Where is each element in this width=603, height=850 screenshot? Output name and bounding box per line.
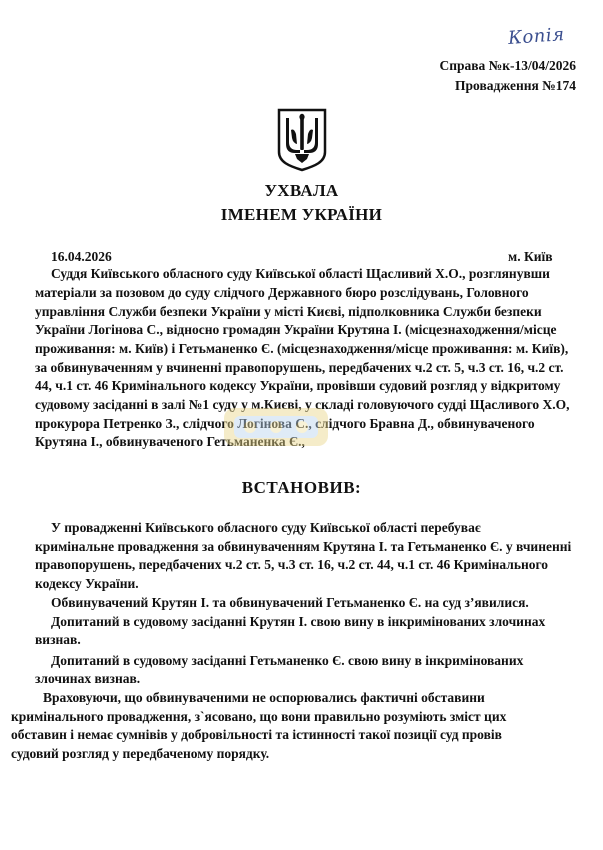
intro-line: Крутяна І., обвинуваченого Гетьманенка Є., [35,434,305,449]
intro-line: України Логінова С., відносно громадян України Крутяна І. (місцезнаходження/місце [35,322,557,337]
intro-line: 44, ч.1 ст. 46 Кримінального кодексу України, провівши судовий розгляд у відкритому [35,378,561,393]
intro-line: судовому засіданні в залі №1 суду у м.Києві, у складі головуючого судді Щасливого Х.О, [35,397,570,412]
case-number: Справа №к-13/04/2026 [439,58,576,73]
body-line: обставин і немає сумнівів у добровільності та істинності такої позиції суд провів [11,727,502,742]
intro-line: управління Служби безпеки України у місті Києві, підполковника Служби безпеки [35,304,542,319]
trident-icon [277,108,327,172]
intro-line: матеріали за позовом до суду слідчого Державного бюро розслідувань, Головного [35,285,529,300]
case-info [439,56,576,96]
document-title: УХВАЛА [264,181,339,200]
body-line: злочинах визнав. [35,671,141,686]
body-line: У провадженні Київського обласного суду Київської області перебуває [51,520,481,535]
body-line: судовий розгляд у передбаченому порядку. [11,746,270,761]
intro-line: прокурора Петренко З., слідчого Логінова С., слідчого Бравна Д., обвинуваченого [35,416,535,431]
body-line: Обвинувачений Крутян І. та обвинувачений Гетьманенко Є. на суд з’явилися. [51,595,529,610]
intro-line: проживання: м. Київ) і Гетьманенко Є. (місцезнаходження/місце проживання: м. Київ), [35,341,569,356]
body-line: кримінального провадження, з`ясовано, що вони правильно розуміють зміст цих [11,709,507,724]
document-subtitle: ІМЕНЕМ УКРАЇНИ [220,205,383,224]
body-line: кодексу України. [35,576,139,591]
body-line: кримінальне провадження за обвинуваченням Крутяна І. та Гетьманенко Є. у вчиненні [35,539,572,554]
document-city: м. Київ [508,249,553,264]
body-line: Враховуючи, що обвинуваченими не оспорювались фактичні обставини [43,690,485,705]
intro-line: за обвинуваченням у вчиненні правопорушень, передбачених ч.2 ст. 5, ч.3 ст. 16, ч.2 ст. [35,360,564,375]
proceeding-number: Провадження №174 [455,78,576,93]
intro-line: Суддя Київського обласного суду Київської області Щасливий Х.О., розглянувши [51,266,550,281]
body-line: правопорушень, передбачених ч.2 ст. 5, ч.3 ст. 16, ч.2 ст. 44, ч.1 ст. 46 Кримінального [35,557,549,572]
body-line: Допитаний в судовому засіданні Гетьманенко Є. свою вину в інкримінованих [51,653,524,668]
body-line: Допитаний в судовому засіданні Крутян І. свою вину в інкримінованих злочинах [51,614,546,629]
document-date: 16.04.2026 [51,249,112,264]
copy-stamp: Копія [507,24,566,49]
body-line: визнав. [35,632,81,647]
section-heading: ВСТАНОВИВ: [241,478,362,497]
